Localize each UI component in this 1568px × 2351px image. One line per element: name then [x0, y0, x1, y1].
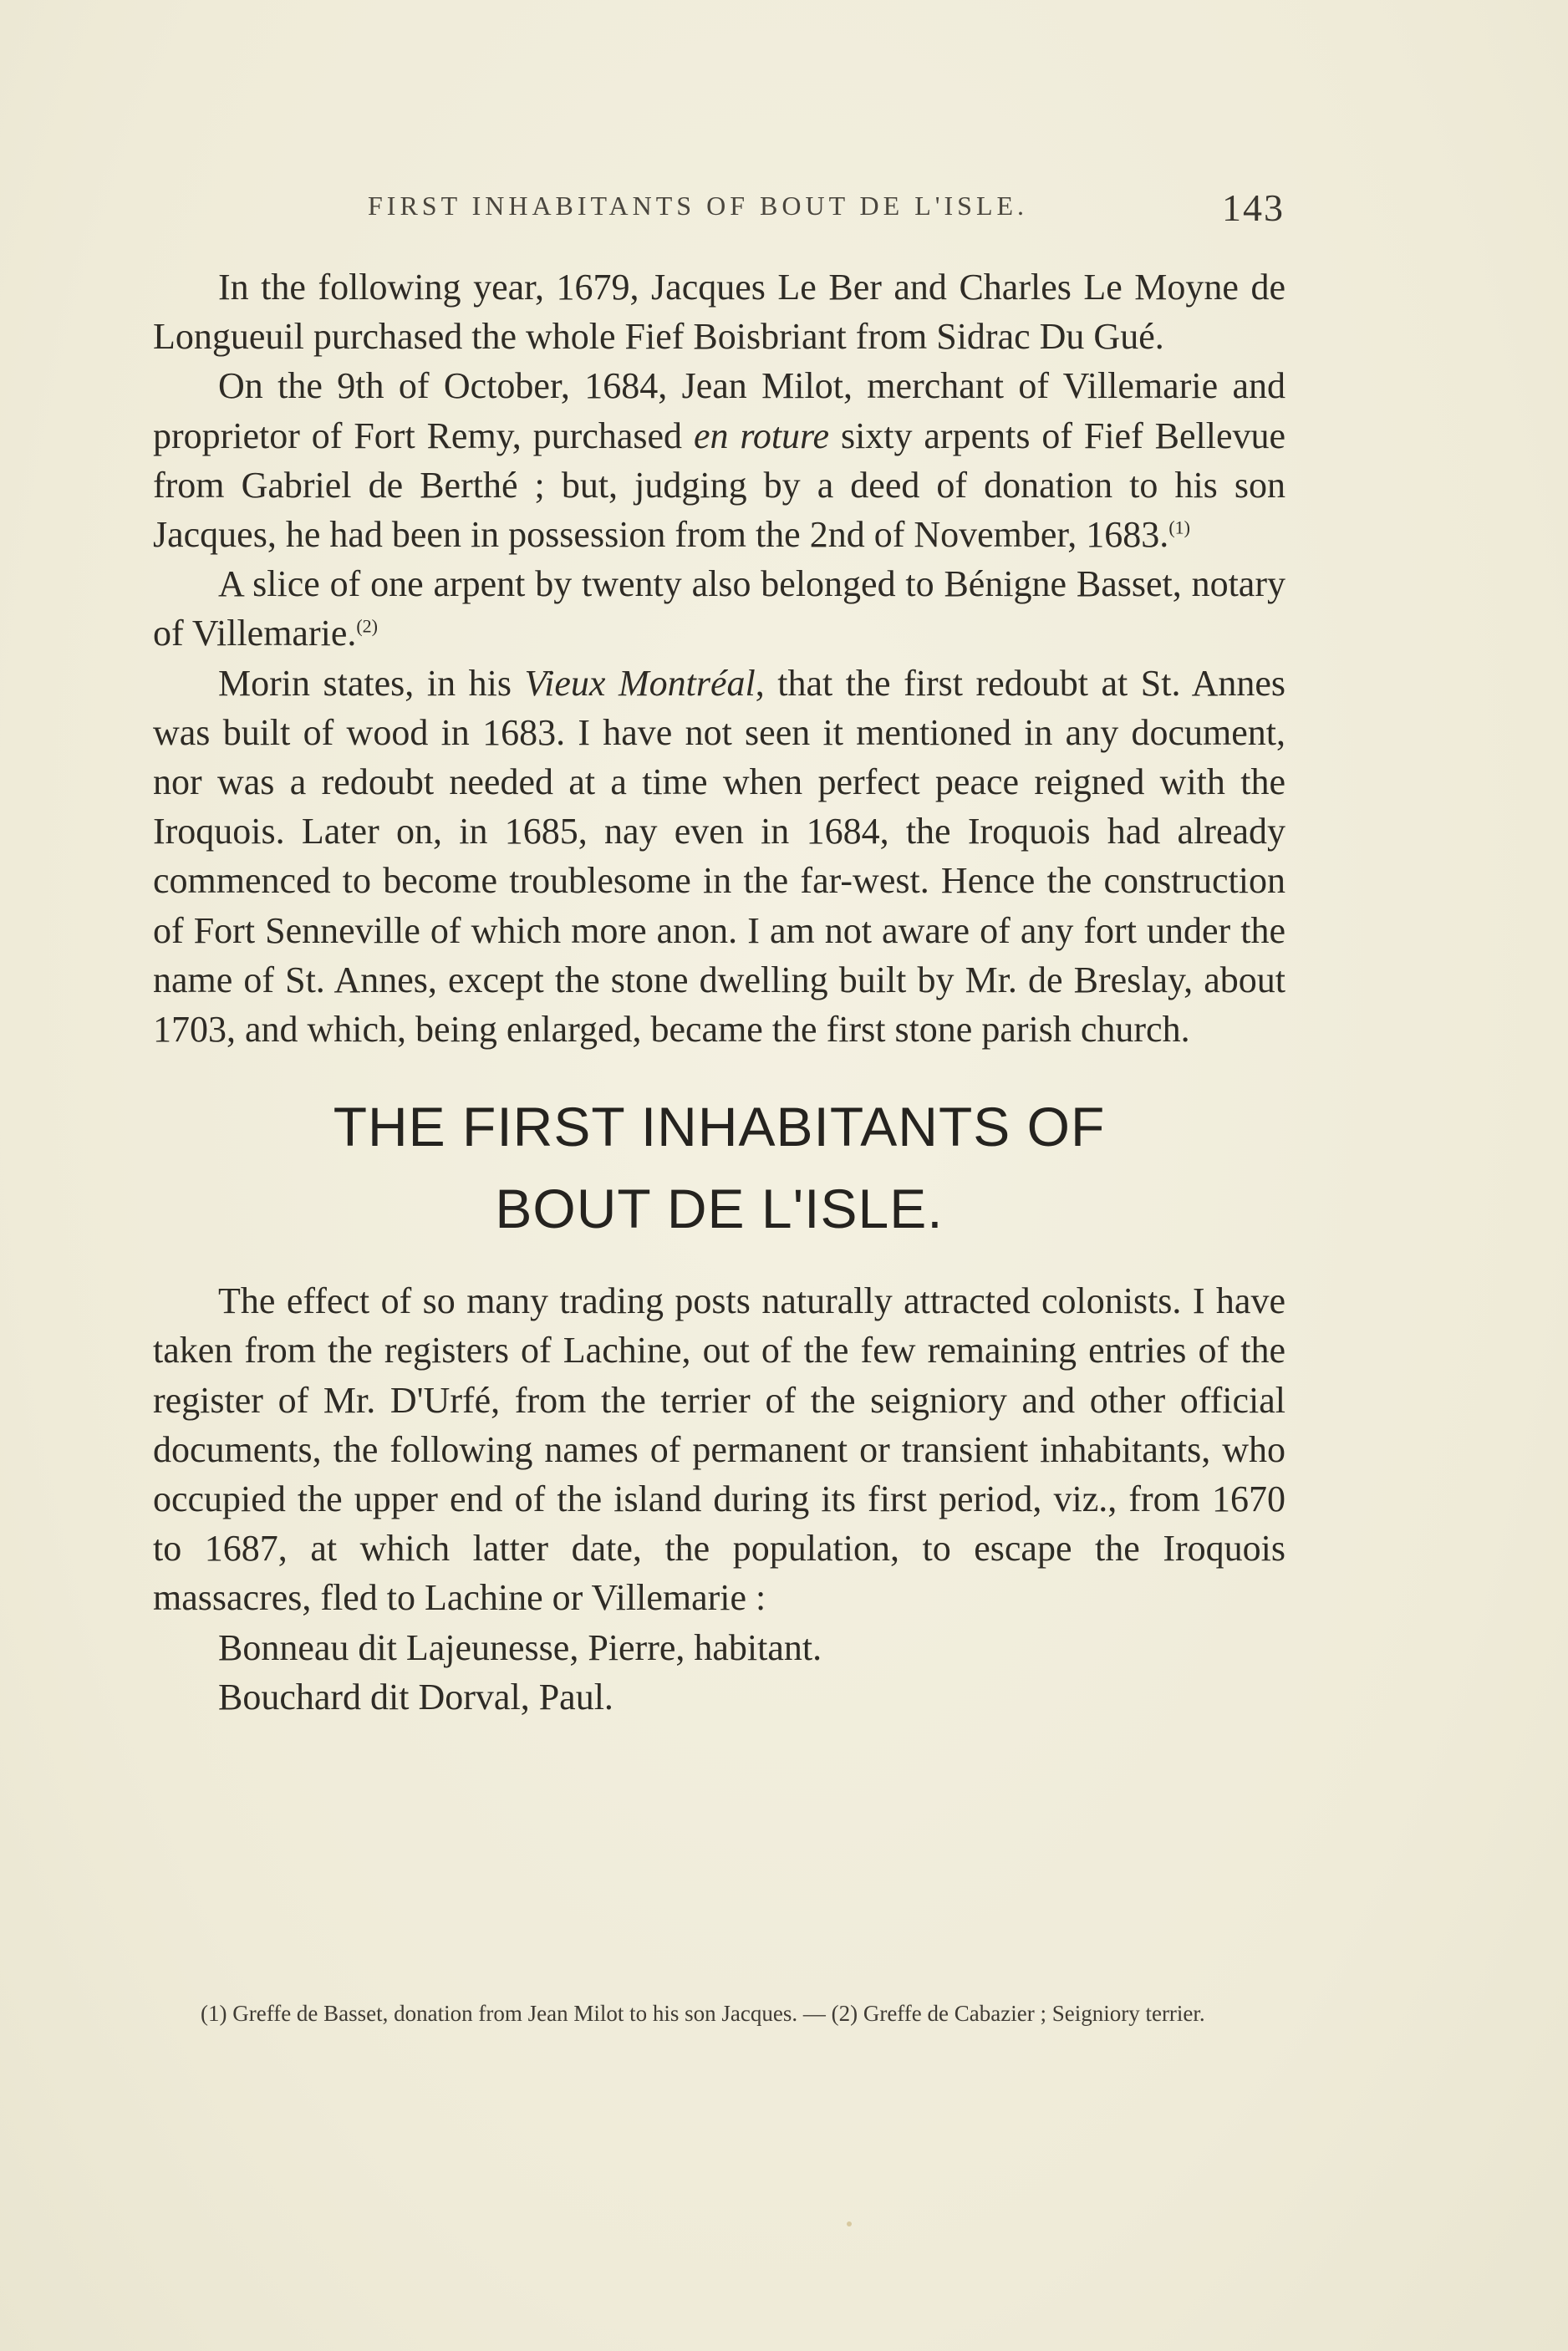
paragraph-text: A slice of one arpent by twenty also belonged to Bénigne Basset, notary of Villemarie.	[153, 563, 1285, 654]
inhabitant-entry: Bonneau dit Lajeunesse, Pierre, habitant.	[218, 1626, 822, 1668]
paragraph-inhabitants-intro	[153, 1276, 1285, 1622]
paragraph-text: , that the first redoubt at St. Annes was built of wood in 1683. I have not seen it mentioned in any document, nor was a redoubt needed at a time when perfect peace reigned with the Iroquois. Later on, in 1685, nay even in 1684, the Iroquois had already commenced to become troublesome in the far-west. Hence the construction of Fort Senneville of which more anon. I am not aware of any fort under the name of St. Annes, except the stone dwelling built by Mr. de Breslay, about 1703, and which, being enlarged, became the first stone parish church.	[153, 662, 1286, 1051]
paragraph-text: sixty arpents of Fief Bellevue from Gabriel de Berthé ; but, judging by a deed of donation to his son Jacques, he had been in possession from the 2nd of November, 1683.	[153, 415, 1286, 556]
paragraph-benigne-basset	[153, 559, 1285, 658]
running-head: FIRST INHABITANTS OF BOUT DE L'ISLE.	[368, 191, 1029, 221]
italic-title: Vieux Montréal	[524, 662, 756, 704]
page-body	[153, 262, 1285, 1722]
paragraph-morin-redoubt	[153, 659, 1285, 1055]
paragraph-text: In the following year, 1679, Jacques Le Ber and Charles Le Moyne de Longueuil purchased the whole Fief Boisbriant from Sidrac Du Gué.	[153, 267, 1285, 358]
paper-speck	[847, 2221, 852, 2226]
paragraph-jean-milot	[153, 361, 1285, 559]
section-heading-line-2: BOUT DE L'ISLE.	[495, 1178, 944, 1240]
paragraph-text: The effect of so many trading posts naturally attracted colonists. I have taken from the registers of Lachine, out of the few remaining entries of the register of Mr. D'Urfé, from the terrier of the seigniory and other official documents, the following names of permanent or transient inhabitants, who occupied the upper end of the island during its first period, viz., from 1670 to 1687, at which latter date, the population, to escape the Iroquois massacres, fled to Lachine or Villemarie :	[153, 1280, 1285, 1619]
footnotes: (1) Greffe de Basset, donation from Jean Milot to his son Jacques. — (2) Greffe de Cabazier ; Seigniory terrier.	[201, 2001, 1205, 2026]
paragraph-text: Morin states, in his	[218, 662, 525, 704]
paragraph-text: On the 9th of October, 1684, Jean Milot, merchant of Villemarie and proprietor of Fort Remy, purchased	[153, 365, 1285, 456]
page-number: 143	[1222, 186, 1285, 229]
section-heading	[153, 1086, 1285, 1249]
paragraph-fief-boisbriant	[153, 262, 1285, 361]
italic-term: en roture	[693, 415, 830, 456]
footnote-ref-2: (2)	[356, 615, 379, 637]
footnote-ref-1: (1)	[1168, 517, 1190, 538]
inhabitant-entry: Bouchard dit Dorval, Paul.	[218, 1676, 613, 1717]
section-heading-line-1: THE FIRST INHABITANTS OF	[333, 1096, 1106, 1158]
